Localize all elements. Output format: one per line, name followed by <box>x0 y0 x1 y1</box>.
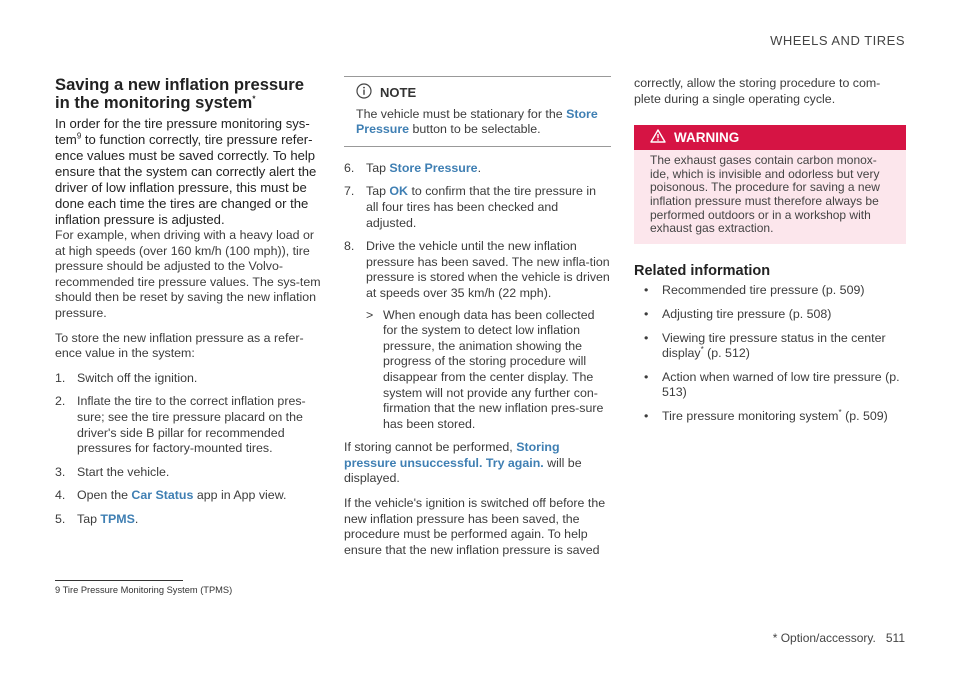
warning-header: WARNING <box>634 125 906 150</box>
warning-text: The exhaust gases contain carbon monox-ide, which is invisible and odorless but very poisonous. The procedure for saving a new inflation pressure must therefore always be performed outdoors or in a workshop with exhaust gas extraction. <box>650 153 880 236</box>
column-2 <box>344 76 611 567</box>
related-link[interactable]: • Adjusting tire pressure (p. 508) <box>644 306 832 321</box>
step-item: 4. Open the Car Status app in App view. <box>55 488 287 503</box>
step-item: 6. Tap Store Pressure. <box>344 160 482 175</box>
paragraph: For example, when driving with a heavy load or at high speeds (over 160 km/h (100 mph)), tire pressure should be adjusted to the Volvo-recommended tire pressure values. The sys-tem should then be reset by saving the new inflation pressure. <box>55 228 321 320</box>
running-header: WHEELS AND TIRES <box>770 33 905 48</box>
step-item: 8. Drive the vehicle until the new inflation pressure has been saved. The new infla-tion pressure is stored when the vehicle is driven at speeds over 35 km/h (22 mph). > When enough data has been collected for the system to detect low inflation pressure, the animation showing the progress of the storing procedure will disappear from the center display. The system will not provide any further con-firmation that the new inflation pres-sure has been stored. <box>344 239 610 431</box>
footnote: 9 Tire Pressure Monitoring System (TPMS) <box>55 585 233 595</box>
arrow-icon: > <box>366 307 374 322</box>
ui-term-car-status: Car Status <box>131 488 194 503</box>
note-box <box>344 76 611 147</box>
info-icon <box>356 83 372 103</box>
footnote-ref[interactable]: 9 <box>76 131 82 141</box>
paragraph: If the vehicle's ignition is switched off before the new inflation pressure has been saved, the procedure must be performed again. To help ensure that the new inflation pressure is saved <box>344 496 606 557</box>
step-item: 1. Switch off the ignition. <box>55 370 198 385</box>
paragraph: If storing cannot be performed, Storing pressure unsuccessful. Try again. will be displayed. <box>344 440 582 486</box>
step-item: 5. Tap TPMS. <box>55 511 139 526</box>
related-heading: Related information <box>634 262 771 279</box>
warning-triangle-icon <box>650 129 666 147</box>
column-1 <box>55 76 321 536</box>
step-item: 2. Inflate the tire to the correct inflation pres-sure; see the tire pressure placard on the driver's side B pillar for recommended pressures for factory-mounted tires. <box>55 394 306 456</box>
note-text: The vehicle must be stationary for the Store Pressure button to be selectable. <box>356 106 598 137</box>
result-item: > When enough data has been collected for the system to detect low inflation pressure, the animation showing the progress of the storing procedure will disappear from the center display. The system will not provide any further con-firmation that the new inflation pres-sure has been stored. <box>366 307 604 431</box>
note-header: NOTE <box>356 83 599 103</box>
step-item: 7. Tap OK to confirm that the tire pressure in all four tires has been checked and adjusted. <box>344 184 597 230</box>
step-item: 3. Start the vehicle. <box>55 464 170 479</box>
step-list <box>55 371 321 528</box>
footnote-divider <box>55 580 183 581</box>
paragraph: correctly, allow the storing procedure to com-plete during a single operating cycle. <box>634 76 881 106</box>
page-footer <box>773 631 905 645</box>
page-number: 511 <box>885 631 905 645</box>
paragraph: To store the new inflation pressure as a refer-ence value in the system: <box>55 330 304 361</box>
option-legend: * Option/accessory. <box>772 631 876 645</box>
lead-paragraph: In order for the tire pressure monitoring sys-tem$^9$ to function correctly, tire pressure refer-ence values must be saved correctly. To help ensure that the system can correctly alert the driver of low inflation pressure, this must be done each time the tires are changed or the inflation pressure is adjusted. <box>55 116 317 227</box>
related-link[interactable]: • Viewing tire pressure status in the center display* (p. 512) <box>644 330 886 361</box>
warning-box <box>634 125 906 244</box>
ui-term-tpms: TPMS <box>100 511 135 526</box>
related-list <box>634 283 906 424</box>
related-link[interactable]: • Tire pressure monitoring system* (p. 509) <box>644 407 888 423</box>
related-link[interactable]: • Recommended tire pressure (p. 509) <box>644 283 865 298</box>
related-link[interactable]: • Action when warned of low tire pressure (p. 513) <box>644 369 900 400</box>
column-3 <box>634 76 906 433</box>
step-list <box>344 161 611 433</box>
section-title: Saving a new inflation pressure in the monitoring system* <box>55 75 304 112</box>
